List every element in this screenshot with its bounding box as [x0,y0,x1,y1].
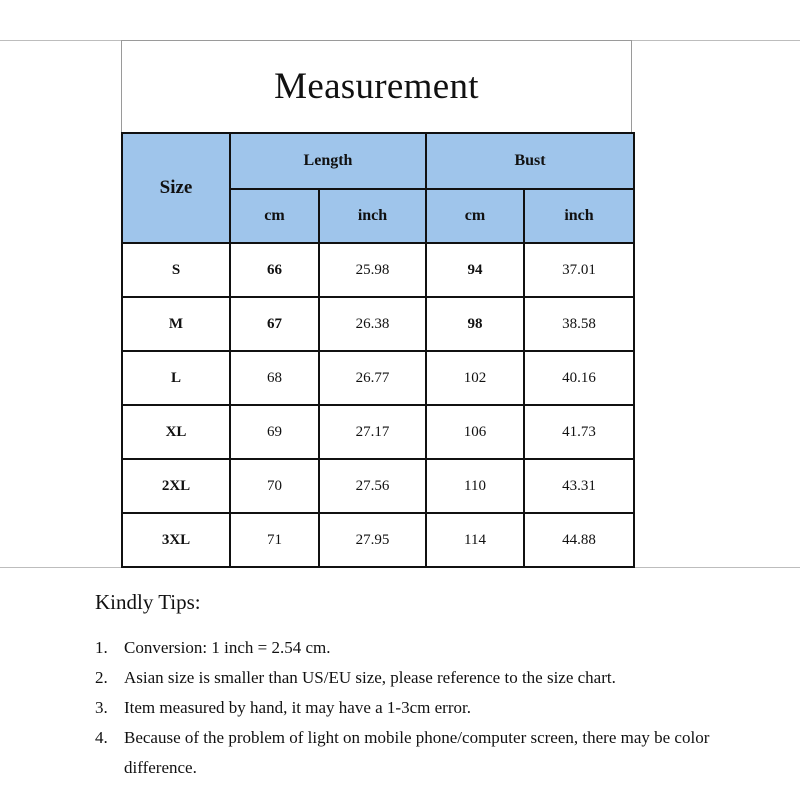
length-cm-cell: 68 [230,351,319,405]
length-cm-cell: 70 [230,459,319,513]
table-row [122,351,634,405]
length-cm-cell: 67 [230,297,319,351]
size-cell: XL [122,405,230,459]
size-cell: 2XL [122,459,230,513]
size-cell: S [122,243,230,297]
list-item [95,663,785,693]
bust-cm-cell: 98 [426,297,524,351]
length-cm-cell: 69 [230,405,319,459]
length-inch-cell: 26.38 [319,297,426,351]
bust-cm-header: cm [426,189,524,243]
list-item [95,693,785,723]
tip-text: Item measured by hand, it may have a 1-3cm error. [124,698,471,717]
length-cm-header: cm [230,189,319,243]
table-row [122,405,634,459]
size-column-header: Size [122,133,230,243]
bust-cm-cell: 110 [426,459,524,513]
length-group-header: Length [230,133,426,189]
tips-list [95,633,785,783]
length-cm-cell: 66 [230,243,319,297]
size-cell: 3XL [122,513,230,567]
length-inch-cell: 27.17 [319,405,426,459]
bust-inch-cell: 37.01 [524,243,634,297]
table-row [122,513,634,567]
tip-number: 1. [95,638,108,657]
bust-cm-cell: 106 [426,405,524,459]
bust-inch-cell: 43.31 [524,459,634,513]
bust-inch-cell: 40.16 [524,351,634,405]
bust-inch-cell: 44.88 [524,513,634,567]
table-row [122,459,634,513]
tip-number: 3. [95,698,108,717]
bust-cm-cell: 102 [426,351,524,405]
bust-inch-header: inch [524,189,634,243]
length-cm-cell: 71 [230,513,319,567]
length-inch-header: inch [319,189,426,243]
tip-number: 2. [95,668,108,687]
tip-text: Because of the problem of light on mobile phone/computer screen, there may be color difference. [124,728,710,777]
size-chart-table [121,132,635,568]
tip-text: Asian size is smaller than US/EU size, please reference to the size chart. [124,668,616,687]
tip-text: Conversion: 1 inch = 2.54 cm. [124,638,331,657]
length-inch-cell: 25.98 [319,243,426,297]
tip-number: 4. [95,728,108,747]
size-cell: L [122,351,230,405]
length-inch-cell: 26.77 [319,351,426,405]
bust-cm-cell: 114 [426,513,524,567]
length-inch-cell: 27.95 [319,513,426,567]
tips-title: Kindly Tips: [95,590,201,614]
bust-inch-cell: 41.73 [524,405,634,459]
measurement-title: Measurement [121,40,632,132]
size-cell: M [122,297,230,351]
table-row [122,297,634,351]
bust-inch-cell: 38.58 [524,297,634,351]
kindly-tips [95,590,785,783]
length-inch-cell: 27.56 [319,459,426,513]
bust-cm-cell: 94 [426,243,524,297]
table-row [122,243,634,297]
list-item [95,723,785,783]
bust-group-header: Bust [426,133,634,189]
list-item [95,633,785,663]
header-row-groups [122,133,634,189]
